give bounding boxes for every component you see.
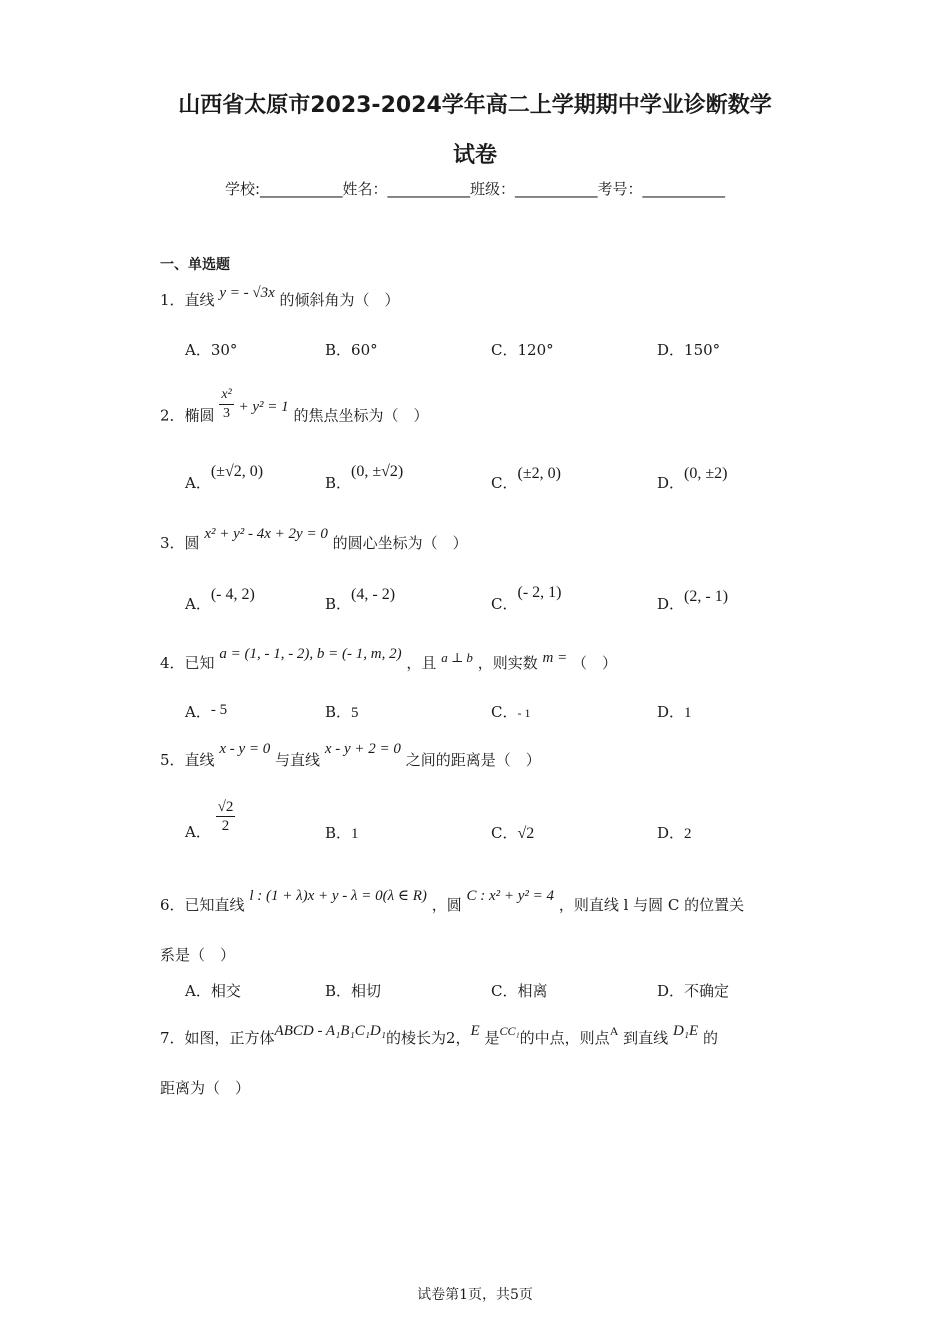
question-6: [160, 888, 745, 915]
q4-formula2: a ⊥ b: [441, 650, 473, 665]
q7-line2: 距离为（ ）: [160, 1079, 251, 1097]
q5-option-a-den: 2: [221, 818, 230, 834]
q3-option-c[interactable]: [491, 584, 562, 614]
q1-option-c[interactable]: C．120°: [491, 341, 554, 359]
q2-prefix: 2．椭圆: [160, 406, 215, 425]
page-title: 山西省太原市2023-2024学年高二上学期期中学业诊断数学: [178, 93, 772, 118]
q2-label-b: B．: [325, 474, 352, 492]
q3-label-c: C．: [491, 595, 518, 613]
q1-suffix: 的倾斜角为（ ）: [279, 291, 400, 309]
q2-label-d: D．: [657, 474, 685, 492]
q7-mid1: 的棱长为2，: [385, 1029, 471, 1047]
q5-suffix: 之间的距离是（ ）: [405, 751, 541, 769]
q5-option-d-value: 2: [684, 826, 692, 842]
q2-suffix: 的焦点坐标为（ ）: [293, 406, 429, 425]
q3-option-d-value: (2, - 1): [684, 588, 729, 605]
q5-option-b[interactable]: [325, 822, 359, 843]
q6-option-b[interactable]: B．相切: [325, 982, 382, 1000]
q4-prefix: 4．已知: [160, 654, 215, 672]
q3-option-a[interactable]: [185, 586, 255, 614]
q2-formula-rest: + y² = 1: [238, 398, 289, 415]
q6-mid: ，圆: [431, 896, 462, 914]
q4-option-b-value: 5: [351, 705, 359, 721]
q7-prefix: 7．如图，正方体: [160, 1029, 275, 1047]
q5-prefix: 5．直线: [160, 751, 215, 769]
q2-option-b[interactable]: [325, 463, 404, 493]
q4-option-d[interactable]: [657, 701, 692, 722]
question-3: [160, 526, 468, 553]
q2-option-b-value: (0, ±√2): [351, 463, 404, 480]
q5-option-c[interactable]: [491, 822, 534, 843]
q2-label-c: C．: [491, 474, 518, 492]
q1-option-a[interactable]: A．30°: [185, 341, 238, 359]
q4-formula: a = (1, - 1, - 2), b = (- 1, m, 2): [219, 646, 402, 662]
q5-label-c: C．: [491, 824, 518, 842]
page-title-line2: 试卷: [452, 143, 497, 168]
q4-label-c: C．: [491, 703, 518, 721]
q4-option-c-value: - 1: [517, 706, 531, 720]
q5-option-c-value: √2: [517, 825, 535, 842]
q5-label-b: B．: [325, 824, 352, 842]
q3-option-d[interactable]: [657, 588, 729, 614]
q2-frac-num: x²: [219, 386, 233, 405]
q6-suffix: ，则直线 l 与圆 C 的位置关: [558, 896, 745, 914]
question-4: [160, 646, 618, 673]
q5-option-a[interactable]: [185, 798, 235, 841]
q5-label-a: A．: [185, 822, 211, 841]
q1-prefix: 1．直线: [160, 291, 215, 309]
q4-option-c[interactable]: [491, 701, 530, 722]
section-heading: 一、单选题: [160, 257, 230, 273]
q4-option-b[interactable]: [325, 701, 359, 722]
q4-option-a[interactable]: [185, 701, 227, 722]
q7-mid4: 到直线: [623, 1029, 669, 1047]
q3-label-a: A．: [185, 595, 211, 613]
q7-formula4: A: [609, 1024, 619, 1038]
q2-fraction: [219, 386, 233, 423]
q6-formula1: l : (1 + λ)x + y - λ = 0(λ ∈ R): [249, 888, 427, 904]
q4-suffix: （ ）: [572, 654, 618, 672]
q3-option-c-value: (- 2, 1): [517, 584, 562, 601]
q6-option-d[interactable]: D．不确定: [657, 982, 730, 1000]
q3-suffix: 的圆心坐标为（ ）: [332, 534, 468, 552]
q4-mid1: ，且: [406, 654, 437, 672]
q4-formula3: m =: [542, 650, 568, 666]
q2-option-a-value: (±√2, 0): [210, 463, 264, 480]
q2-frac-den: 3: [223, 406, 231, 421]
q7-mid2: 是: [484, 1029, 500, 1047]
q1-option-d[interactable]: D．150°: [657, 341, 721, 359]
q4-label-b: B．: [325, 703, 352, 721]
question-1: [160, 285, 400, 310]
q5-option-d[interactable]: [657, 822, 692, 843]
q5-option-a-num: √2: [217, 799, 234, 815]
q5-option-b-value: 1: [351, 826, 359, 842]
q6-option-a[interactable]: A．相交: [185, 982, 241, 1000]
q7-formula1: ABCD - A₁B₁C₁D₁: [274, 1023, 386, 1039]
q7-formula5: D₁E: [672, 1023, 699, 1039]
q4-label-a: A．: [185, 703, 211, 721]
q2-label-a: A．: [185, 474, 211, 492]
q4-mid2: ，则实数: [477, 654, 538, 672]
q6-line2: 系是（ ）: [160, 946, 236, 964]
q3-label-d: D．: [657, 595, 685, 613]
q3-option-a-value: (- 4, 2): [210, 586, 255, 603]
q5-option-a-value: [216, 798, 236, 835]
q6-prefix: 6．已知直线: [160, 896, 245, 914]
q5-label-d: D．: [657, 824, 685, 842]
student-info-line: 学校:___________姓名：___________班级：___________考号：___________: [224, 180, 726, 198]
q7-mid3: 的中点，则点: [519, 1029, 610, 1047]
q3-label-b: B．: [325, 595, 352, 613]
q3-option-b[interactable]: [325, 586, 396, 614]
q3-formula: x² + y² - 4x + 2y = 0: [204, 526, 328, 542]
q4-option-a-value: - 5: [210, 702, 228, 718]
q1-formula: y = - √3x: [219, 285, 275, 301]
q2-option-d[interactable]: [657, 465, 728, 493]
q2-option-c-value: (±2, 0): [517, 465, 561, 482]
page-footer: 试卷第1页，共5页: [417, 1287, 533, 1303]
q4-label-d: D．: [657, 703, 685, 721]
q6-formula2: C : x² + y² = 4: [466, 888, 555, 904]
q7-formula2: E: [470, 1023, 480, 1039]
q6-option-c[interactable]: C．相离: [491, 982, 548, 1000]
q2-option-d-value: (0, ±2): [684, 465, 728, 482]
q3-prefix: 3．圆: [160, 534, 200, 552]
q5-formula1: x - y = 0: [219, 741, 271, 757]
q2-option-c[interactable]: [491, 465, 561, 493]
q1-option-b[interactable]: B．60°: [325, 341, 378, 359]
q7-suffix: 的: [702, 1029, 718, 1047]
q7-formula3: CC₁: [499, 1024, 520, 1038]
q4-option-d-value: 1: [684, 705, 692, 721]
question-7: [160, 1023, 718, 1048]
question-2: [160, 387, 429, 435]
q3-option-b-value: (4, - 2): [351, 586, 396, 603]
question-5: [160, 741, 541, 770]
q5-formula2: x - y + 2 = 0: [324, 741, 401, 757]
q5-mid: 与直线: [275, 751, 321, 769]
q2-option-a[interactable]: [185, 463, 264, 493]
